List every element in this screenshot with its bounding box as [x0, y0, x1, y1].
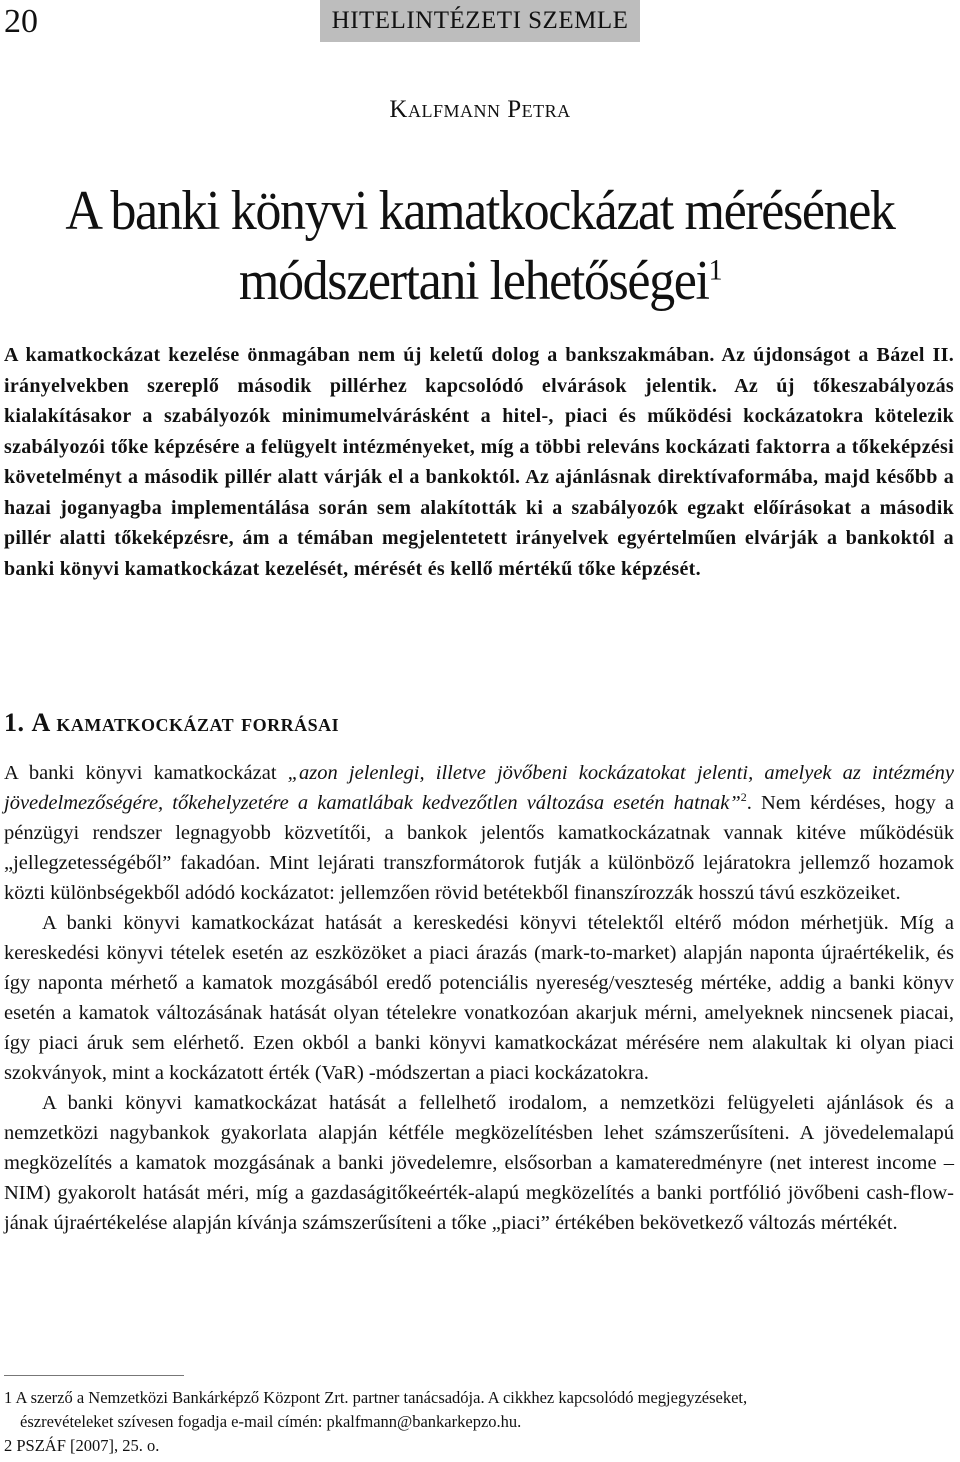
title-line-2: [34, 246, 927, 316]
definition-quote: „azon jelenlegi, illetve jövőbeni kockázatokat jelenti, amelyek az intézmény jövedelmezőségére, tőkehelyzetére a kamatlábak kedvezőtlen változása esetén hatnak”: [4, 762, 954, 814]
abstract: A kamatkockázat kezelése önmagában nem új keletű dolog a bankszakmában. Az újdonságot a Bázel II. irányelvekben szereplő második pillérhez kapcsolódó elvárások jelentik. Az új tőkeszabályozás kialakításakor a szabályozók minimumelvárásként a hitel-, piaci és működési kockázatokra kötelezik szabályozói tőke képzésére a felügyelt intézményeket, míg a többi releváns kockázati faktorra a tőkeképzési követelményt a második pillér alatt várják el a bankoktól. Az ajánlásnak direktívaformába, majd később a hazai joganyagba implementálása során sem alakították ki a szabályozók egzakt előírásokat a második pillér alatti tőkeképzésre, ám a témában megjelentetett irányelvek egyértelműen elvárják a bankoktól a banki könyvi kamatkockázat kezelését, mérését és kellő mértékű tőke képzését.: [4, 344, 954, 580]
title-line-2-text: módszertani lehetőségei: [238, 250, 709, 312]
running-header: [320, 0, 640, 42]
article-author: Kalfmann Petra: [389, 96, 571, 123]
body-text: [4, 758, 954, 1238]
footnote-1-line-1: 1 A szerző a Nemzetközi Bankárképző Központ Zrt. partner tanácsadója. A cikkhez kapcsolódó megjegyzéseket,: [4, 1388, 748, 1407]
paragraph-1: [4, 758, 954, 908]
section-title: A kamatkockázat forrásai: [31, 708, 340, 737]
footnote-2: 2 PSZÁF [2007], 25. o.: [4, 1436, 160, 1455]
footnotes: [4, 1386, 954, 1458]
journal-name: HITELINTÉZETI SZEMLE: [331, 7, 629, 34]
paragraph-1-rest: . Nem kérdéses, hogy a pénzügyi rendszer legnagyobb közvetítői, a bankok jelentős kamatkockázatnak vannak kitéve működésük „jellegzetességéből” fakadóan. Mint lejárati transzformátorok futják a különböző lejáratokra jellemző hozamok közti különbségekből adódó kockázatot: jellemzően rövid betétekből finanszírozzák hosszú távú eszközeiket.: [4, 792, 955, 904]
footnote-divider: [4, 1375, 184, 1376]
footnote-1-line-2: észrevételeket szívesen fogadja e-mail címén: pkalfmann@bankarkepzo.hu.: [20, 1412, 522, 1431]
page-number: 20: [4, 3, 38, 40]
paragraph-2: A banki könyvi kamatkockázat hatását a kereskedési könyvi tételektől eltérő módon mérhetjük. Míg a kereskedési könyvi tételek esetén az eszközöket a piaci árazás (mark-to-market) alapján naponta újraértékelik, és így naponta mérhető a kamatok mozgásából eredő potenciális nyereség/veszteség mértéke, addig a banki könyv esetén a kamatok változásának hatását olyan tételekre vonatkozóan akarjuk mérni, amelyeknek nincsenek piacai, így piaci áruk sem elérhető. Ezen okból a banki könyvi kamatkockázat mérésére nem alakultak ki olyan piaci szokványok, mint a kockázatott érték (VaR) -módszertan a piaci kockázatokra.: [4, 912, 954, 1084]
section-number: 1.: [4, 708, 25, 737]
paragraph-3: A banki könyvi kamatkockázat hatását a fellelhető irodalom, a nemzetközi felügyeleti ajánlások és a nemzetközi nagybankok gyakorlata alapján kétféle megközelítésben lehet számszerűsíteni. A jövedelemalapú megközelítés a kamatok mozgásának a banki jövedelemre, elsősorban a kamateredményre (net interest income – NIM) gyakorolt hatását méri, míg a gazdaságitőkeérték-alapú megközelítés a banki portfólió jövőbeni cash-flow-jának újraértékelése alapján kívánja számszerűsíteni a tőke „piaci” értékében bekövetkező változás mértékét.: [4, 1092, 954, 1234]
title-line-1: A banki könyvi kamatkockázat mérésének: [65, 180, 895, 242]
title-footnote-ref[interactable]: 1: [708, 253, 722, 287]
section-heading: [4, 708, 339, 738]
paragraph-1-lead: A banki könyvi kamatkockázat: [4, 762, 288, 784]
footnote-ref-2[interactable]: 2: [740, 790, 747, 805]
article-title: [34, 176, 927, 316]
